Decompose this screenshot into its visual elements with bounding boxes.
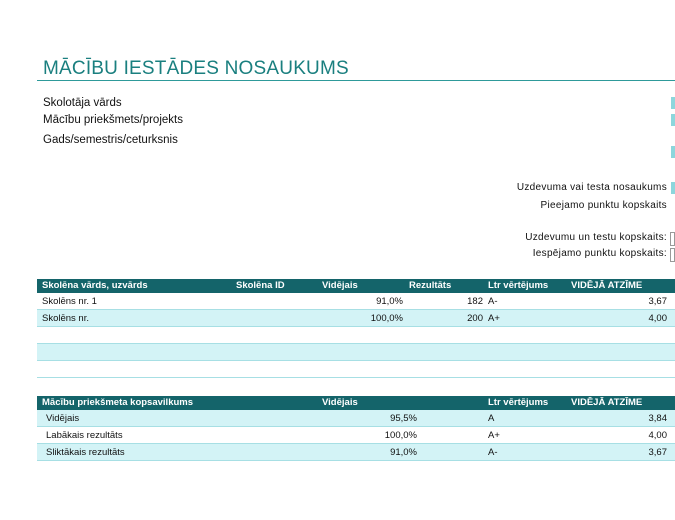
cell-summary-letter[interactable]: A xyxy=(488,413,495,424)
cell-letter[interactable]: A+ xyxy=(488,313,500,324)
cell-summary-average[interactable]: 95,5% xyxy=(390,413,417,424)
cell-result[interactable]: 200 xyxy=(467,313,483,324)
cell-gpa[interactable]: 4,00 xyxy=(648,313,667,324)
cell-summary-average[interactable]: 100,0% xyxy=(384,430,417,441)
table-row-empty[interactable] xyxy=(37,361,675,378)
col-student-id[interactable]: Skolēna ID xyxy=(236,280,285,291)
cell-summary-gpa[interactable]: 3,84 xyxy=(648,413,667,424)
table-row-empty[interactable] xyxy=(37,344,675,361)
total-points-possible-cell[interactable] xyxy=(670,248,675,262)
total-assignments-label: Uzdevumu un testu kopskaits: xyxy=(525,232,667,243)
table-row[interactable] xyxy=(37,310,675,327)
col-letter-grade[interactable]: Ltr vērtējums xyxy=(488,280,549,291)
title-divider xyxy=(37,80,675,81)
summary-table xyxy=(37,396,675,461)
cell-summary-name[interactable]: Vidējais xyxy=(46,413,80,424)
term-cell[interactable] xyxy=(671,146,675,158)
col-student-name[interactable]: Skolēna vārds, uzvārds xyxy=(42,280,148,291)
summary-table-header xyxy=(37,396,675,410)
total-points-possible-label: Iespējamo punktu kopskaits: xyxy=(532,248,667,259)
cell-result[interactable]: 182 xyxy=(467,296,483,307)
cell-summary-gpa[interactable]: 3,67 xyxy=(648,447,667,458)
col-average[interactable]: Vidējais xyxy=(322,280,358,291)
cell-summary-gpa[interactable]: 4,00 xyxy=(648,430,667,441)
students-table-header xyxy=(37,279,675,293)
assignment-name-cell[interactable] xyxy=(671,182,675,194)
col-result[interactable]: Rezultāts xyxy=(409,280,452,291)
teacher-name-cell[interactable] xyxy=(671,97,675,109)
assignment-name-label: Uzdevuma vai testa nosaukums xyxy=(516,182,667,193)
table-row-empty[interactable] xyxy=(37,327,675,344)
cell-name[interactable]: Skolēns nr. xyxy=(42,313,89,324)
cell-letter[interactable]: A- xyxy=(488,296,498,307)
summary-row[interactable] xyxy=(37,427,675,444)
cell-average[interactable]: 91,0% xyxy=(376,296,403,307)
cell-summary-name[interactable]: Sliktākais rezultāts xyxy=(46,447,125,458)
page-title: MĀCĪBU IESTĀDES NOSAUKUMS xyxy=(43,58,349,79)
cell-average[interactable]: 100,0% xyxy=(370,313,403,324)
cell-summary-letter[interactable]: A+ xyxy=(488,430,500,441)
subject-label[interactable]: Mācību priekšmets/projekts xyxy=(43,114,183,126)
summary-row[interactable] xyxy=(37,444,675,461)
col-gpa[interactable]: VIDĒJĀ ATZĪME xyxy=(571,280,643,291)
total-assignments-cell[interactable] xyxy=(670,232,675,246)
table-row[interactable] xyxy=(37,293,675,310)
points-available-label: Pieejamo punktu kopskaits xyxy=(540,200,667,211)
col-summary-gpa[interactable]: VIDĒJĀ ATZĪME xyxy=(571,397,643,408)
term-label[interactable]: Gads/semestris/ceturksnis xyxy=(43,134,178,146)
cell-gpa[interactable]: 3,67 xyxy=(648,296,667,307)
cell-summary-average[interactable]: 91,0% xyxy=(390,447,417,458)
subject-cell[interactable] xyxy=(671,114,675,126)
cell-summary-name[interactable]: Labākais rezultāts xyxy=(46,430,123,441)
summary-row[interactable] xyxy=(37,410,675,427)
col-summary-letter[interactable]: Ltr vērtējums xyxy=(488,397,549,408)
cell-name[interactable]: Skolēns nr. 1 xyxy=(42,296,97,307)
col-summary-name[interactable]: Mācību priekšmeta kopsavilkums xyxy=(42,397,194,408)
cell-summary-letter[interactable]: A- xyxy=(488,447,498,458)
teacher-name-label[interactable]: Skolotāja vārds xyxy=(43,97,122,109)
col-summary-average[interactable]: Vidējais xyxy=(322,397,358,408)
students-table xyxy=(37,279,675,378)
